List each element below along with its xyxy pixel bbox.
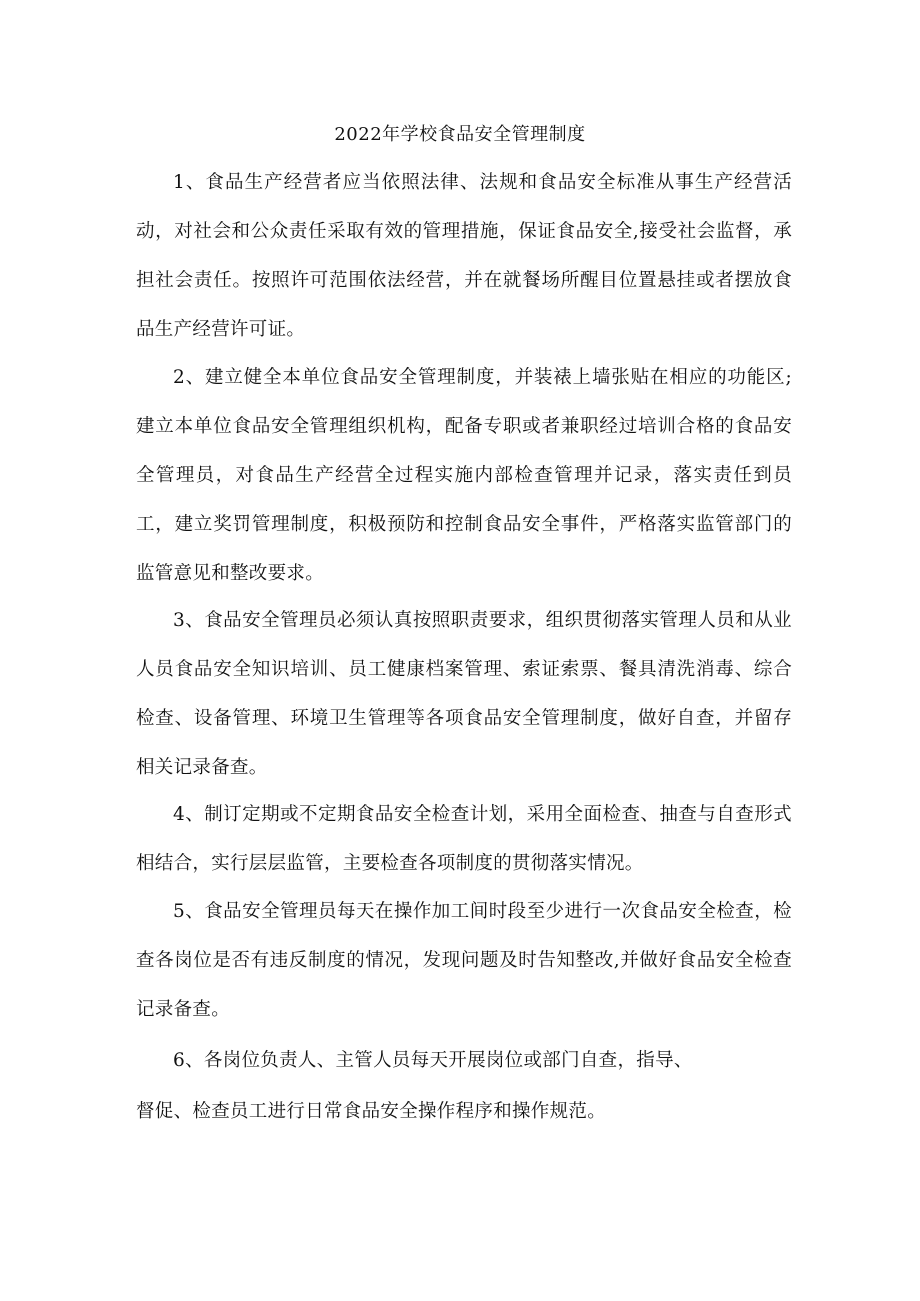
document-title: 2022年学校食品安全管理制度	[334, 124, 586, 145]
paragraph-2: 2、建立健全本单位食品安全管理制度，并装裱上墙张贴在相应的功能区;建立本单位食品安全管理组织机构，配备专职或者兼职经过培训合格的食品安全管理员，对食品生产经营全过程实施内部检查管理并记录，落实责任到员工，建立奖罚管理制度，积极预防和控制食品安全事件，严格落实监管部门的监管意见和整改要求。	[136, 367, 792, 584]
paragraph-5: 5、食品安全管理员每天在操作加工间时段至少进行一次食品安全检查，检查各岗位是否有违反制度的情况，发现问题及时告知整改,并做好食品安全检查记录备查。	[136, 901, 792, 1020]
paragraph-6-line-1: 6、各岗位负责人、主管人员每天开展岗位或部门自查，指导、	[173, 1050, 693, 1071]
paragraph-6-line-2: 督促、检查员工进行日常食品安全操作程序和操作规范。	[136, 1101, 607, 1122]
paragraph-4: 4、制订定期或不定期食品安全检查计划，采用全面检查、抽查与自查形式相结合，实行层层监管，主要检查各项制度的贯彻落实情况。	[136, 804, 792, 874]
paragraph-3: 3、食品安全管理员必须认真按照职责要求，组织贯彻落实管理人员和从业人员食品安全知识培训、员工健康档案管理、索证索票、餐具清洗消毒、综合检查、设备管理、环境卫生管理等各项食品安全管理制度，做好自查，并留存相关记录备查。	[136, 610, 792, 778]
paragraph-1: 1、食品生产经营者应当依照法律、法规和食品安全标准从事生产经营活动，对社会和公众责任采取有效的管理措施，保证食品安全,接受社会监督，承担社会责任。按照许可范围依法经营，并在就餐场所醒目位置悬挂或者摆放食品生产经营许可证。	[136, 172, 792, 340]
